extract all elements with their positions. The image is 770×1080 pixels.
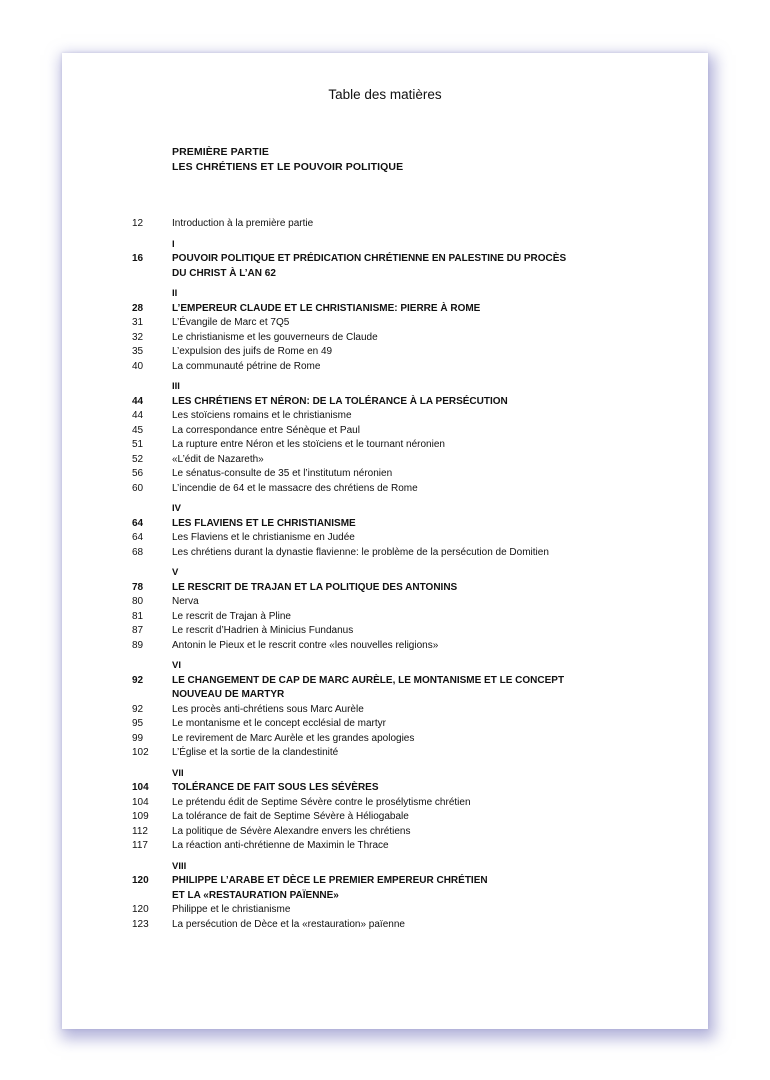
toc-page-number: 51	[132, 439, 144, 450]
chapter-title: NOUVEAU DE MARTYR	[172, 689, 285, 700]
chapter-title-row[interactable]	[62, 302, 708, 317]
chapter-title: DU CHRIST À L’AN 62	[172, 267, 276, 279]
toc-page-number: 104	[132, 796, 149, 808]
chapter-numeral	[62, 860, 708, 875]
toc-section-title: Nerva	[172, 596, 199, 607]
toc-section-title: La communauté pétrine de Rome	[172, 360, 321, 372]
toc-section-title: La correspondance entre Sénèque et Paul	[172, 424, 360, 436]
toc-page-number: 120	[132, 904, 149, 915]
toc-page-number: 78	[132, 581, 144, 593]
toc-section-title: La persécution de Dèce et la «restauration» païenne	[172, 918, 405, 930]
toc-section-title: La rupture entre Néron et les stoïciens et le tournant néronien	[172, 439, 445, 450]
chapter-title-row[interactable]	[62, 781, 708, 796]
toc-page-number: 45	[132, 424, 144, 436]
toc-page-number: 102	[132, 747, 149, 758]
part-heading-line2: LES CHRÉTIENS ET LE POUVOIR POLITIQUE	[172, 161, 404, 173]
toc-section-title: L’Église et la sortie de la clandestinité	[172, 747, 339, 758]
toc-section-entry[interactable]	[62, 746, 708, 761]
toc-section-title: Le rescrit de Trajan à Pline	[172, 610, 291, 622]
toc-entry-title: Introduction à la première partie	[172, 218, 314, 229]
toc-section-entry[interactable]	[62, 546, 708, 561]
toc-page-number: 52	[132, 453, 144, 465]
chapter-title: ET LA «RESTAURATION PAÏENNE»	[172, 889, 339, 901]
toc-page-number: 32	[132, 331, 144, 343]
toc-section-entry[interactable]	[62, 796, 708, 811]
toc-section-entry[interactable]	[62, 610, 708, 625]
toc-section-entry[interactable]	[62, 825, 708, 840]
toc-section-entry[interactable]	[62, 531, 708, 546]
toc-page-number: 35	[132, 346, 144, 357]
toc-page-number: 64	[132, 517, 144, 529]
chapter-numeral	[62, 502, 708, 517]
chapter-roman-numeral: IV	[172, 503, 181, 514]
toc-page-number: 87	[132, 625, 144, 636]
chapter-title: LE RESCRIT DE TRAJAN ET LA POLITIQUE DES ANTONINS	[172, 581, 458, 593]
chapter-title-row[interactable]	[62, 889, 708, 904]
chapter-title-row[interactable]	[62, 252, 708, 267]
toc-section-entry[interactable]	[62, 810, 708, 825]
chapter-title-row[interactable]	[62, 674, 708, 689]
toc-page-number: 28	[132, 302, 144, 314]
toc-section-title: La tolérance de fait de Septime Sévère à Héliogabale	[172, 811, 409, 822]
toc-section-title: Le sénatus-consulte de 35 et l’institutum néronien	[172, 468, 393, 479]
table-of-contents	[62, 217, 708, 932]
toc-page-number: 117	[132, 840, 148, 851]
toc-page-number: 112	[132, 825, 148, 837]
toc-section-entry[interactable]	[62, 331, 708, 346]
chapter-numeral	[62, 566, 708, 581]
toc-section-title: Le revirement de Marc Aurèle et les grandes apologies	[172, 732, 415, 744]
chapter-roman-numeral: VII	[172, 767, 184, 779]
toc-page-number: 99	[132, 732, 144, 744]
toc-section-entry[interactable]	[62, 839, 708, 854]
toc-section-title: L’incendie de 64 et le massacre des chrétiens de Rome	[172, 482, 418, 494]
chapter-title-row[interactable]	[62, 395, 708, 410]
toc-page-number: 92	[132, 703, 144, 715]
chapter-roman-numeral: VIII	[172, 860, 187, 872]
chapter-title: PHILIPPE L’ARABE ET DÈCE LE PREMIER EMPEREUR CHRÉTIEN	[172, 875, 488, 886]
document-page	[62, 53, 708, 1029]
chapter-title: POUVOIR POLITIQUE ET PRÉDICATION CHRÉTIENNE EN PALESTINE DU PROCÈS	[172, 253, 567, 264]
toc-entry-intro[interactable]	[62, 217, 708, 232]
toc-page-number: 31	[132, 317, 144, 328]
toc-page-number: 60	[132, 482, 144, 494]
toc-section-title: Le christianisme et les gouverneurs de Claude	[172, 331, 378, 343]
toc-section-entry[interactable]	[62, 409, 708, 424]
toc-page-number: 44	[132, 395, 144, 407]
page-title: Table des matières	[328, 87, 442, 102]
chapter-roman-numeral: I	[172, 238, 175, 250]
chapter-title: LES CHRÉTIENS ET NÉRON: DE LA TOLÉRANCE À LA PERSÉCUTION	[172, 395, 508, 407]
toc-section-title: Philippe et le christianisme	[172, 904, 291, 915]
chapter-title: LE CHANGEMENT DE CAP DE MARC AURÈLE, LE MONTANISME ET LE CONCEPT	[172, 674, 565, 686]
toc-section-entry[interactable]	[62, 467, 708, 482]
chapter-title-row[interactable]	[62, 267, 708, 282]
toc-section-title: L’Évangile de Marc et 7Q5	[172, 317, 290, 328]
toc-section-entry[interactable]	[62, 316, 708, 331]
chapter-roman-numeral: II	[172, 288, 178, 299]
chapter-numeral	[62, 380, 708, 395]
toc-page-number: 12	[132, 218, 144, 229]
toc-section-title: «L’édit de Nazareth»	[172, 453, 264, 465]
toc-section-entry[interactable]	[62, 360, 708, 375]
toc-page-number: 109	[132, 811, 149, 822]
toc-section-title: Les stoïciens romains et le christianisme	[172, 410, 352, 421]
toc-section-entry[interactable]	[62, 732, 708, 747]
toc-section-title: Les chrétiens durant la dynastie flavienne: le problème de la persécution de Domitien	[172, 546, 549, 558]
toc-section-entry[interactable]	[62, 438, 708, 453]
toc-page-number: 89	[132, 639, 144, 651]
chapter-title-row[interactable]	[62, 688, 708, 703]
toc-section-entry[interactable]	[62, 624, 708, 639]
toc-section-entry[interactable]	[62, 918, 708, 933]
chapter-title-row[interactable]	[62, 874, 708, 889]
toc-section-entry[interactable]	[62, 453, 708, 468]
toc-page-number: 16	[132, 253, 144, 264]
toc-page-number: 120	[132, 875, 149, 886]
toc-section-entry[interactable]	[62, 703, 708, 718]
chapter-roman-numeral: VI	[172, 660, 181, 671]
toc-section-entry[interactable]	[62, 482, 708, 497]
toc-page-number: 68	[132, 546, 144, 558]
chapter-numeral	[62, 659, 708, 674]
toc-section-entry[interactable]	[62, 717, 708, 732]
toc-page-number: 95	[132, 718, 144, 729]
toc-section-title: La réaction anti-chrétienne de Maximin le Thrace	[172, 840, 389, 851]
toc-section-title: La politique de Sévère Alexandre envers les chrétiens	[172, 825, 411, 837]
toc-page-number: 80	[132, 596, 144, 607]
chapter-roman-numeral: V	[172, 567, 179, 578]
toc-page-number: 81	[132, 610, 144, 622]
chapter-numeral	[62, 287, 708, 302]
toc-section-entry[interactable]	[62, 424, 708, 439]
chapter-roman-numeral: III	[172, 381, 180, 392]
toc-section-title: Le rescrit d’Hadrien à Minicius Fundanus	[172, 625, 354, 636]
toc-section-title: Les procès anti-chrétiens sous Marc Aurèle	[172, 703, 364, 715]
toc-page-number: 44	[132, 410, 144, 421]
chapter-list	[62, 232, 708, 933]
chapter-numeral	[62, 238, 708, 253]
toc-page-number: 123	[132, 918, 149, 930]
part-heading	[172, 145, 403, 175]
toc-section-entry[interactable]	[62, 903, 708, 918]
toc-page-number: 56	[132, 468, 144, 479]
chapter-title: TOLÉRANCE DE FAIT SOUS LES SÉVÈRES	[172, 782, 379, 793]
toc-page-number: 64	[132, 532, 144, 543]
toc-section-title: Antonin le Pieux et le rescrit contre «les nouvelles religions»	[172, 639, 439, 651]
chapter-title-row[interactable]	[62, 581, 708, 596]
toc-section-title: L’expulsion des juifs de Rome en 49	[172, 346, 333, 357]
toc-page-number: 40	[132, 360, 144, 372]
toc-section-title: Le prétendu édit de Septime Sévère contre le prosélytisme chrétien	[172, 796, 471, 808]
toc-section-entry[interactable]	[62, 639, 708, 654]
chapter-title: L’EMPEREUR CLAUDE ET LE CHRISTIANISME: PIERRE À ROME	[172, 302, 481, 314]
chapter-numeral	[62, 767, 708, 782]
toc-section-entry[interactable]	[62, 595, 708, 610]
part-heading-line1: PREMIÈRE PARTIE	[172, 146, 269, 158]
toc-section-entry[interactable]	[62, 345, 708, 360]
toc-page-number: 92	[132, 674, 144, 686]
toc-section-title: Les Flaviens et le christianisme en Judée	[172, 532, 355, 543]
chapter-title-row[interactable]	[62, 517, 708, 532]
toc-section-title: Le montanisme et le concept ecclésial de martyr	[172, 718, 386, 729]
chapter-title: LES FLAVIENS ET LE CHRISTIANISME	[172, 517, 356, 529]
toc-page-number: 104	[132, 782, 149, 793]
